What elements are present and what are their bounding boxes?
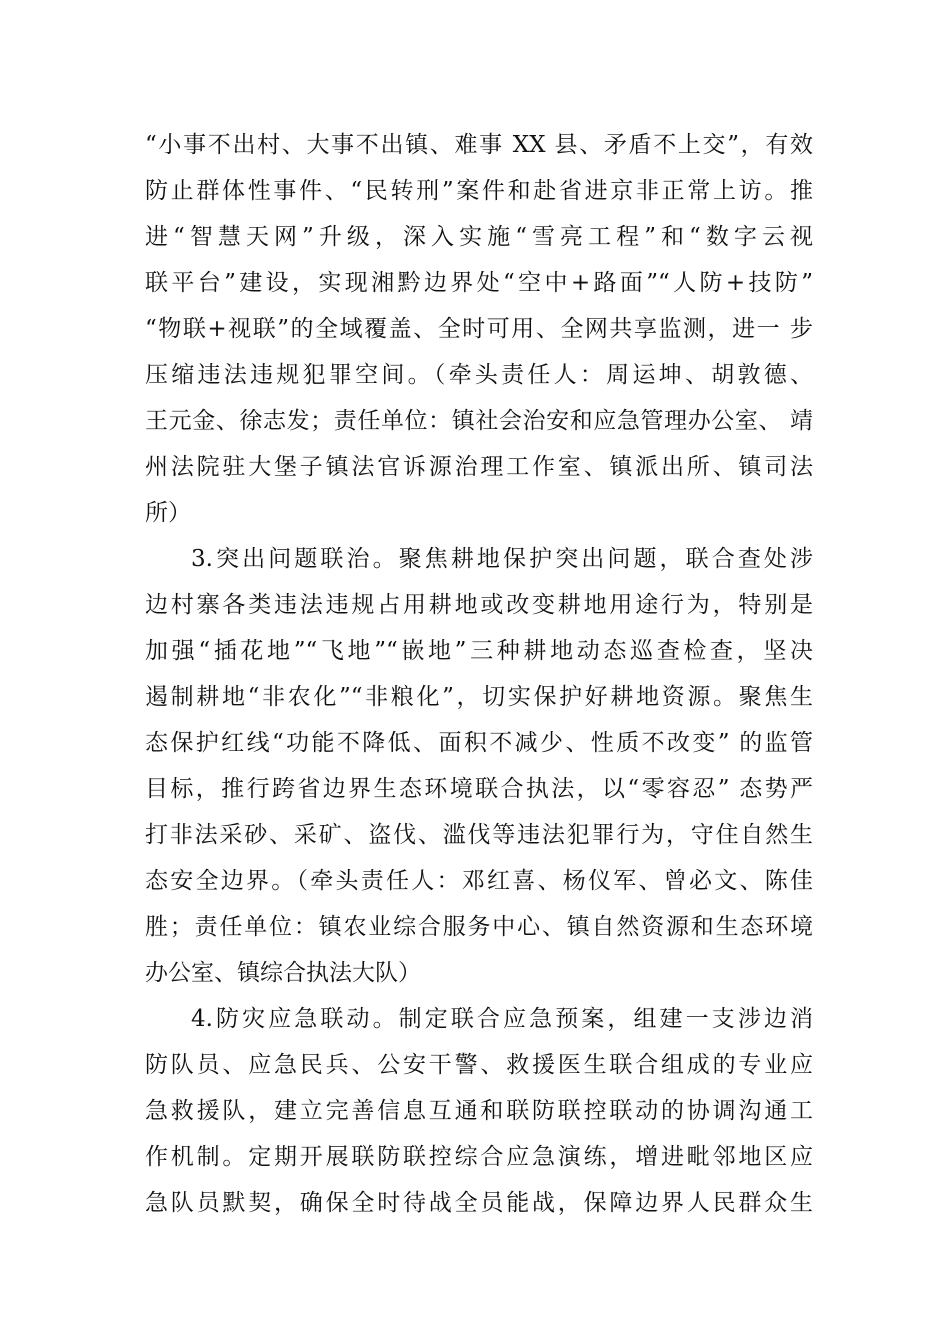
text-line: 胜；责任单位：镇农业综合服务中心、镇自然资源和生态环境 xyxy=(145,914,813,940)
text-line: 作机制。定期开展联防联控综合应急演练，增进毗邻地区应 xyxy=(145,1144,813,1170)
text-line: 遏制耕地“非农化”“非粮化”，切实保护好耕地资源。聚焦生 xyxy=(145,684,813,710)
text-line: 态保护红线“功能不降低、面积不减少、性质不改变” 的监管 xyxy=(145,730,813,756)
text-line: 压缩违法违规犯罪空间。（牵头责任人：周运坤、胡敦德、 xyxy=(145,362,813,388)
text-line: “小事不出村、大事不出镇、难事 XX 县、矛盾不上交”，有效 xyxy=(145,132,813,158)
text-line: 联平台”建设，实现湘黔边界处“空中+路面”“人防+技防” xyxy=(145,270,813,296)
text-line: 防队员、应急民兵、公安干警、救援医生联合组成的专业应 xyxy=(145,1052,813,1078)
text-line: 办公室、镇综合执法大队） xyxy=(145,960,421,986)
text-line: 3.突出问题联治。聚焦耕地保护突出问题，联合查处涉 xyxy=(191,546,813,572)
document-body xyxy=(145,122,813,1226)
text-line: 态安全边界。（牵头责任人：邓红喜、杨仪军、曾必文、陈佳 xyxy=(145,868,813,894)
text-line: 所） xyxy=(145,500,191,526)
text-line: 打非法采砂、采矿、盗伐、滥伐等违法犯罪行为，守住自然生 xyxy=(145,822,813,848)
text-line: 王元金、徐志发；责任单位：镇社会治安和应急管理办公室、 靖 xyxy=(145,408,813,434)
text-line: 急救援队，建立完善信息互通和联防联控联动的协调沟通工 xyxy=(145,1098,813,1124)
text-line: 州法院驻大堡子镇法官诉源治理工作室、镇派出所、镇司法 xyxy=(145,454,813,480)
text-line: 进“智慧天网”升级，深入实施“雪亮工程”和“数字云视 xyxy=(145,224,813,250)
text-line: 防止群体性事件、“民转刑”案件和赴省进京非正常上访。推 xyxy=(145,178,813,204)
text-line: “物联+视联”的全域覆盖、全时可用、全网共享监测，进一 步 xyxy=(145,316,813,342)
text-line: 加强“插花地”“飞地”“嵌地”三种耕地动态巡查检查，坚决 xyxy=(145,638,813,664)
text-line: 目标，推行跨省边界生态环境联合执法，以“零容忍” 态势严 xyxy=(145,776,813,802)
text-line: 4.防灾应急联动。制定联合应急预案，组建一支涉边消 xyxy=(191,1006,813,1032)
text-line: 急队员默契，确保全时待战全员能战，保障边界人民群众生 xyxy=(145,1190,813,1216)
text-line: 边村寨各类违法违规占用耕地或改变耕地用途行为，特别是 xyxy=(145,592,813,618)
